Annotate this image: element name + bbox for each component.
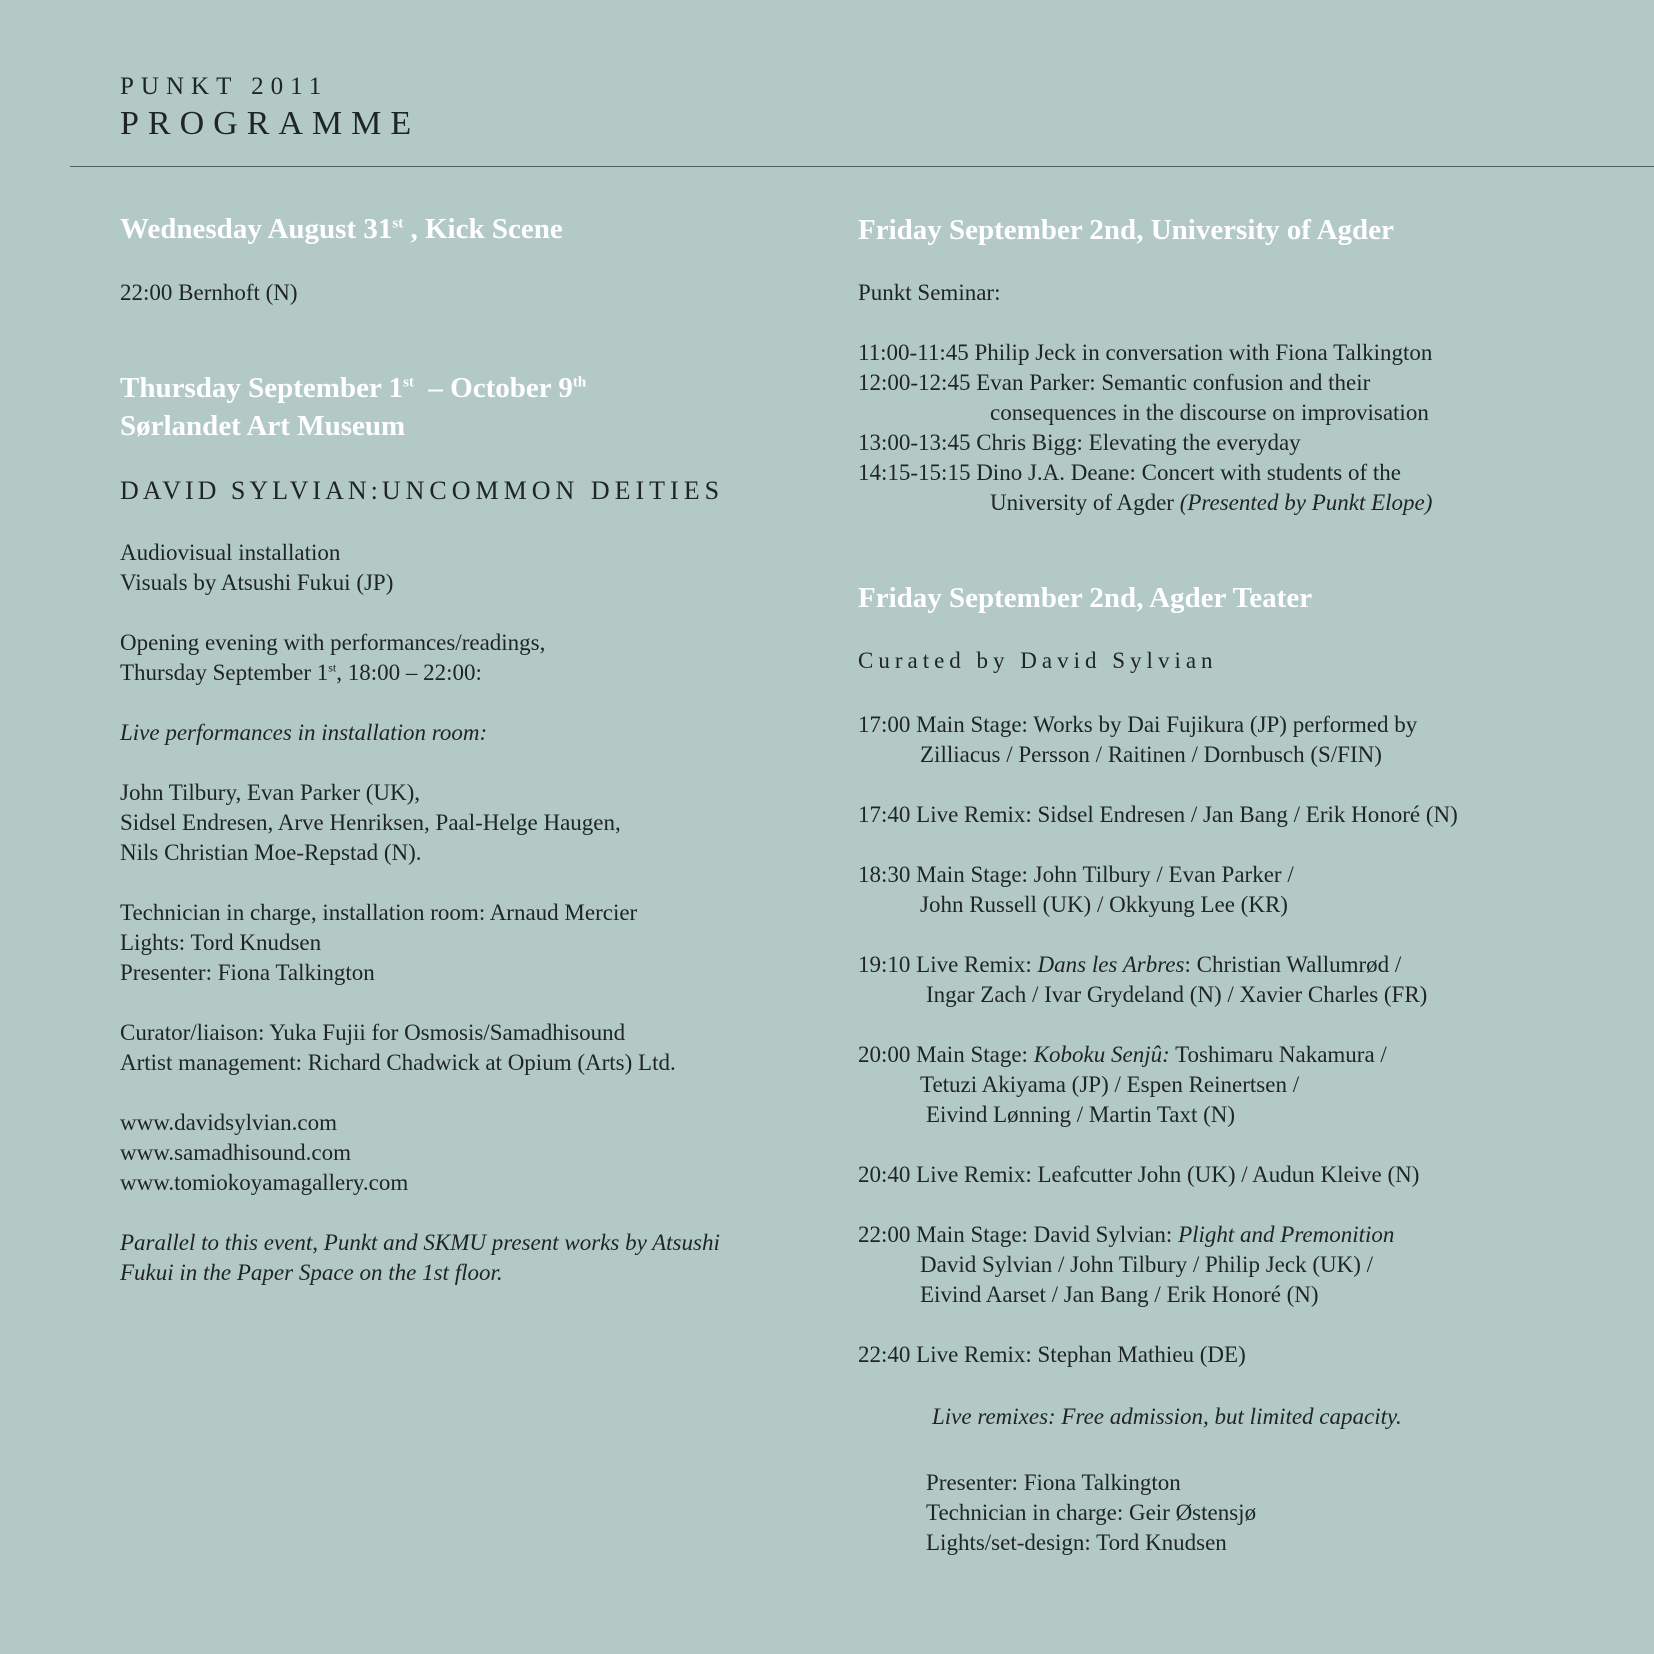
seminar-item-3: 13:00-13:45 Chris Bigg: Elevating the everyday bbox=[858, 430, 1301, 455]
event-1-cont: Zilliacus / Persson / Raitinen / Dornbusch (S/FIN) bbox=[920, 742, 1382, 767]
curated-by: Curated by David Sylvian bbox=[858, 648, 1218, 673]
seminar-item-2: 12:00-12:45 Evan Parker: Semantic confusion and their bbox=[858, 370, 1371, 395]
wednesday-heading: Wednesday August 31st , Kick Scene bbox=[120, 213, 563, 245]
museum-heading: Sørlandet Art Museum bbox=[120, 410, 406, 442]
friday-university-heading: Friday September 2nd, University of Agder bbox=[858, 214, 1394, 246]
page-title: PROGRAMME bbox=[120, 105, 421, 142]
seminar-label: Punkt Seminar: bbox=[858, 280, 1001, 305]
event-8: 22:40 Live Remix: Stephan Mathieu (DE) bbox=[858, 1342, 1246, 1367]
event-5-cont-2: Eivind Lønning / Martin Taxt (N) bbox=[926, 1102, 1236, 1127]
live-performances-label: Live performances in installation room: bbox=[120, 720, 488, 745]
seminar-item-4-cont: University of Agder (Presented by Punkt Elope) bbox=[990, 490, 1433, 515]
installation-line-2: Visuals by Atsushi Fukui (JP) bbox=[120, 570, 394, 595]
parallel-note-line-2: Fukui in the Paper Space on the 1st floor. bbox=[120, 1260, 503, 1285]
parallel-note-line-1: Parallel to this event, Punkt and SKMU present works by Atsushi bbox=[120, 1230, 720, 1255]
wednesday-event: 22:00 Bernhoft (N) bbox=[120, 280, 298, 305]
event-7-cont-2: Eivind Aarset / Jan Bang / Erik Honoré (N) bbox=[920, 1282, 1319, 1307]
credit-presenter-right: Presenter: Fiona Talkington bbox=[926, 1470, 1181, 1495]
credit-technician-right: Technician in charge: Geir Østensjø bbox=[926, 1500, 1257, 1525]
installation-line-1: Audiovisual installation bbox=[120, 540, 341, 565]
event-5: 20:00 Main Stage: Koboku Senjû: Toshimaru Nakamura / bbox=[858, 1042, 1387, 1067]
seminar-item-1: 11:00-11:45 Philip Jeck in conversation with Fiona Talkington bbox=[858, 340, 1433, 365]
link-tomiokoyamagallery[interactable]: www.tomiokoyamagallery.com bbox=[120, 1170, 409, 1195]
performers-line-3: Nils Christian Moe-Repstad (N). bbox=[120, 840, 422, 865]
link-samadhisound[interactable]: www.samadhisound.com bbox=[120, 1140, 352, 1165]
credit-lights: Lights: Tord Knudsen bbox=[120, 930, 322, 955]
event-6: 20:40 Live Remix: Leafcutter John (UK) / Audun Kleive (N) bbox=[858, 1162, 1420, 1187]
event-1: 17:00 Main Stage: Works by Dai Fujikura (JP) performed by bbox=[858, 712, 1418, 737]
credit-lights-right: Lights/set-design: Tord Knudsen bbox=[926, 1530, 1227, 1555]
exhibition-title: DAVID SYLVIAN:UNCOMMON DEITIES bbox=[120, 476, 725, 505]
opening-line-1: Opening evening with performances/readings, bbox=[120, 630, 546, 655]
event-3: 18:30 Main Stage: John Tilbury / Evan Parker / bbox=[858, 862, 1294, 887]
event-7: 22:00 Main Stage: David Sylvian: Plight and Premonition bbox=[858, 1222, 1395, 1247]
event-4-cont: Ingar Zach / Ivar Grydeland (N) / Xavier Charles (FR) bbox=[926, 982, 1428, 1007]
credit-management: Artist management: Richard Chadwick at Opium (Arts) Ltd. bbox=[120, 1050, 676, 1075]
seminar-item-4: 14:15-15:15 Dino J.A. Deane: Concert with students of the bbox=[858, 460, 1401, 485]
header-divider bbox=[70, 166, 1654, 167]
performers-line-2: Sidsel Endresen, Arve Henriksen, Paal-Helge Haugen, bbox=[120, 810, 621, 835]
seminar-item-2-cont: consequences in the discourse on improvisation bbox=[990, 400, 1429, 425]
event-2: 17:40 Live Remix: Sidsel Endresen / Jan Bang / Erik Honoré (N) bbox=[858, 802, 1458, 827]
credit-curator: Curator/liaison: Yuka Fujii for Osmosis/Samadhisound bbox=[120, 1020, 626, 1045]
festival-name: PUNKT 2011 bbox=[120, 73, 329, 100]
event-7-cont-1: David Sylvian / John Tilbury / Philip Jeck (UK) / bbox=[920, 1252, 1373, 1277]
page-header bbox=[120, 72, 420, 146]
link-davidsylvian[interactable]: www.davidsylvian.com bbox=[120, 1110, 337, 1135]
credit-technician: Technician in charge, installation room: Arnaud Mercier bbox=[120, 900, 638, 925]
event-3-cont: John Russell (UK) / Okkyung Lee (KR) bbox=[920, 892, 1288, 917]
thursday-heading: Thursday September 1st – October 9th bbox=[120, 372, 587, 404]
event-5-cont-1: Tetuzi Akiyama (JP) / Espen Reinertsen / bbox=[920, 1072, 1300, 1097]
friday-agder-teater-heading: Friday September 2nd, Agder Teater bbox=[858, 582, 1313, 614]
free-admission-note: Live remixes: Free admission, but limited capacity. bbox=[932, 1404, 1402, 1429]
opening-line-2: Thursday September 1st, 18:00 – 22:00: bbox=[120, 660, 482, 685]
performers-line-1: John Tilbury, Evan Parker (UK), bbox=[120, 780, 421, 805]
event-4: 19:10 Live Remix: Dans les Arbres: Christian Wallumrød / bbox=[858, 952, 1402, 977]
credit-presenter: Presenter: Fiona Talkington bbox=[120, 960, 375, 985]
